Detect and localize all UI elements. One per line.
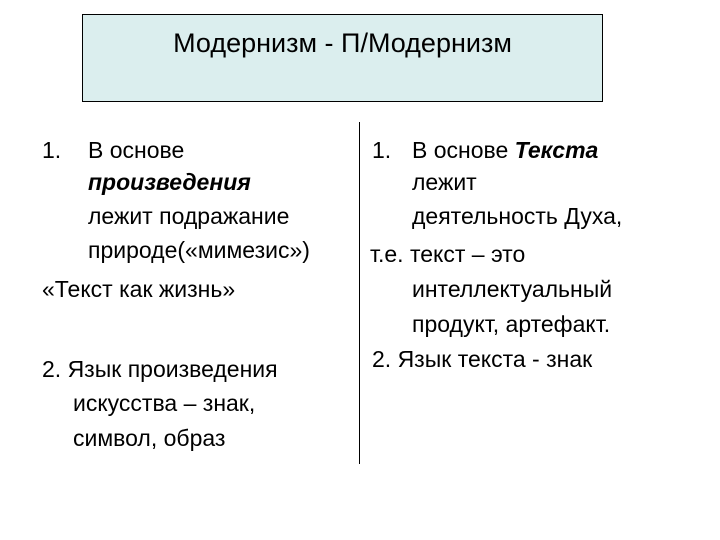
right-item1-line1-emph: Текста bbox=[514, 137, 599, 163]
right-item1-line3: деятельность Духа, bbox=[412, 203, 623, 229]
left-item1-number: 1. bbox=[42, 137, 62, 163]
slide-title: Модернизм - П/Модернизм bbox=[173, 28, 512, 58]
left-item1-line3: лежит подражание bbox=[88, 203, 290, 229]
right-item1-line4: т.е. текст – это bbox=[370, 241, 526, 267]
right-item1-number: 1. bbox=[372, 137, 392, 163]
right-item2-line1: 2. Язык текста - знак bbox=[372, 346, 593, 372]
left-item1-line1: В основе bbox=[88, 137, 185, 163]
right-item1-line1-prefix: В основе bbox=[412, 137, 515, 163]
title-box bbox=[82, 14, 603, 102]
left-item1-line4: природе(«мимезис») bbox=[88, 237, 310, 263]
left-item2-line1: 2. Язык произведения bbox=[42, 356, 278, 382]
left-item1-line2: произведения bbox=[88, 169, 251, 195]
left-text-as-life: «Текст как жизнь» bbox=[42, 276, 236, 302]
right-item1-line1 bbox=[412, 136, 598, 164]
column-divider bbox=[359, 122, 360, 464]
right-item1-line6: продукт, артефакт. bbox=[412, 311, 611, 337]
left-item2-line3: символ, образ bbox=[73, 425, 226, 451]
left-item2-line2: искусства – знак, bbox=[73, 390, 256, 416]
right-item1-line5: интеллектуальный bbox=[412, 276, 613, 302]
right-item1-line2: лежит bbox=[412, 169, 477, 195]
